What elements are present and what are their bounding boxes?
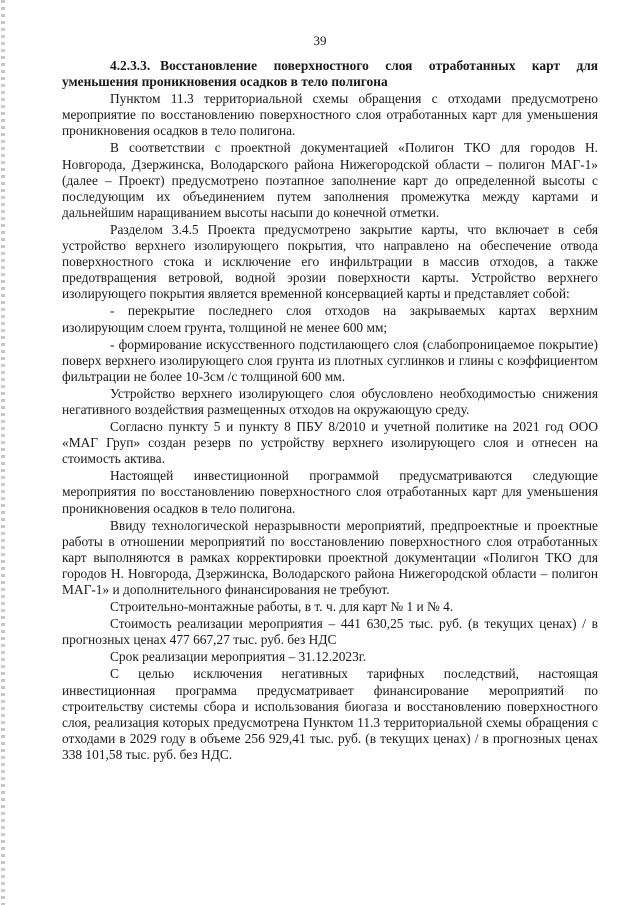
section-title: Восстановление поверхностного слоя отработанных карт для уменьшения проникновения осадков в тело полигона [62, 58, 598, 90]
paragraph: Согласно пункту 5 и пункту 8 ПБУ 8/2010 и учетной политике на 2021 год ООО «МАГ Груп» создан резерв по устройству верхнего изолирующего слоя и отнесен на стоимость актива. [62, 419, 598, 467]
paragraph: Пунктом 11.3 территориальной схемы обращения с отходами предусмотрено мероприятие по восстановлению поверхностного слоя отработанных карт для уменьшения проникновения осадков в тело полигона. [62, 91, 598, 139]
scan-edge-mark [1, 0, 5, 905]
paragraph: Настоящей инвестиционной программой предусматриваются следующие мероприятия по восстановлению поверхностного слоя отработанных карт для уменьшения проникновения осадков в тело полигона. [62, 468, 598, 516]
document-body [62, 58, 598, 764]
paragraph: Разделом 3.4.5 Проекта предусмотрено закрытие карты, что включает в себя устройство верхнего изолирующего покрытия, что направлено на обеспечение отвода поверхностного стока и исключение его инфильтрации в массив отходов, а также предотвращения ветровой, водной эрозии поверхности карты. Устройство верхнего изолирующего покрытия является временной консервацией карты и представляет собой: [62, 221, 598, 302]
list-item: - формирование искусственного подстилающего слоя (слабопроницаемое покрытие) поверх верхнего изолирующего слоя грунта из плотных суглинков и глины с коэффициентом фильтрации не более 10-3см /с толщиной 600 мм. [62, 336, 598, 384]
paragraph: Срок реализации мероприятия – 31.12.2023г. [110, 649, 367, 665]
paragraph: Стоимость реализации мероприятия – 441 630,25 тыс. руб. (в текущих ценах) / в прогнозных ценах 477 667,27 тыс. руб. без НДС [62, 616, 598, 648]
paragraph: В соответствии с проектной документацией «Полигон ТКО для городов Н. Новгорода, Дзержинска, Володарского района Нижегородской области – полигон МАГ-1» (далее – Проект) предусмотрено поэтапное заполнение карт до определенной высоты с последующим их объединением путем заполнения промежутка между картами и дальнейшим наращиванием высоты насыпи до конечной отметки. [62, 140, 598, 220]
paragraph: Строительно-монтажные работы, в т. ч. для карт № 1 и № 4. [110, 599, 454, 615]
section-heading [62, 58, 598, 90]
paragraph: Устройство верхнего изолирующего слоя обусловлено необходимостью снижения негативного воздействия размещенных отходов на окружающую среду. [62, 385, 598, 417]
list-item: - перекрытие последнего слоя отходов на закрываемых картах верхним изолирующим слоем грунта, толщиной не менее 600 мм; [62, 303, 598, 335]
paragraph: С целью исключения негативных тарифных последствий, настоящая инвестиционная программа предусматривает финансирование мероприятий по строительству системы сбора и использования биогаза и восстановлению поверхностного слоя, реализация которых предусмотрена Пунктом 11.3 территориальной схемы обращения с отходами в 2029 году в объеме 256 929,41 тыс. руб. (в текущих ценах) / в прогнозных ценах 338 101,58 тыс. руб. без НДС. [62, 666, 598, 762]
page-number: 39 [313, 33, 327, 48]
paragraph: Ввиду технологической неразрывности мероприятий, предпроектные и проектные работы в отношении мероприятий по восстановлению поверхностного слоя отработанных карт выполняются в рамках корректировки проектной документации «Полигон ТКО для городов Н. Новгорода, Дзержинска, Володарского района Нижегородской области – полигон МАГ-1» и дополнительного финансирования не требуют. [62, 517, 598, 597]
section-number: 4.2.3.3. [110, 58, 151, 73]
